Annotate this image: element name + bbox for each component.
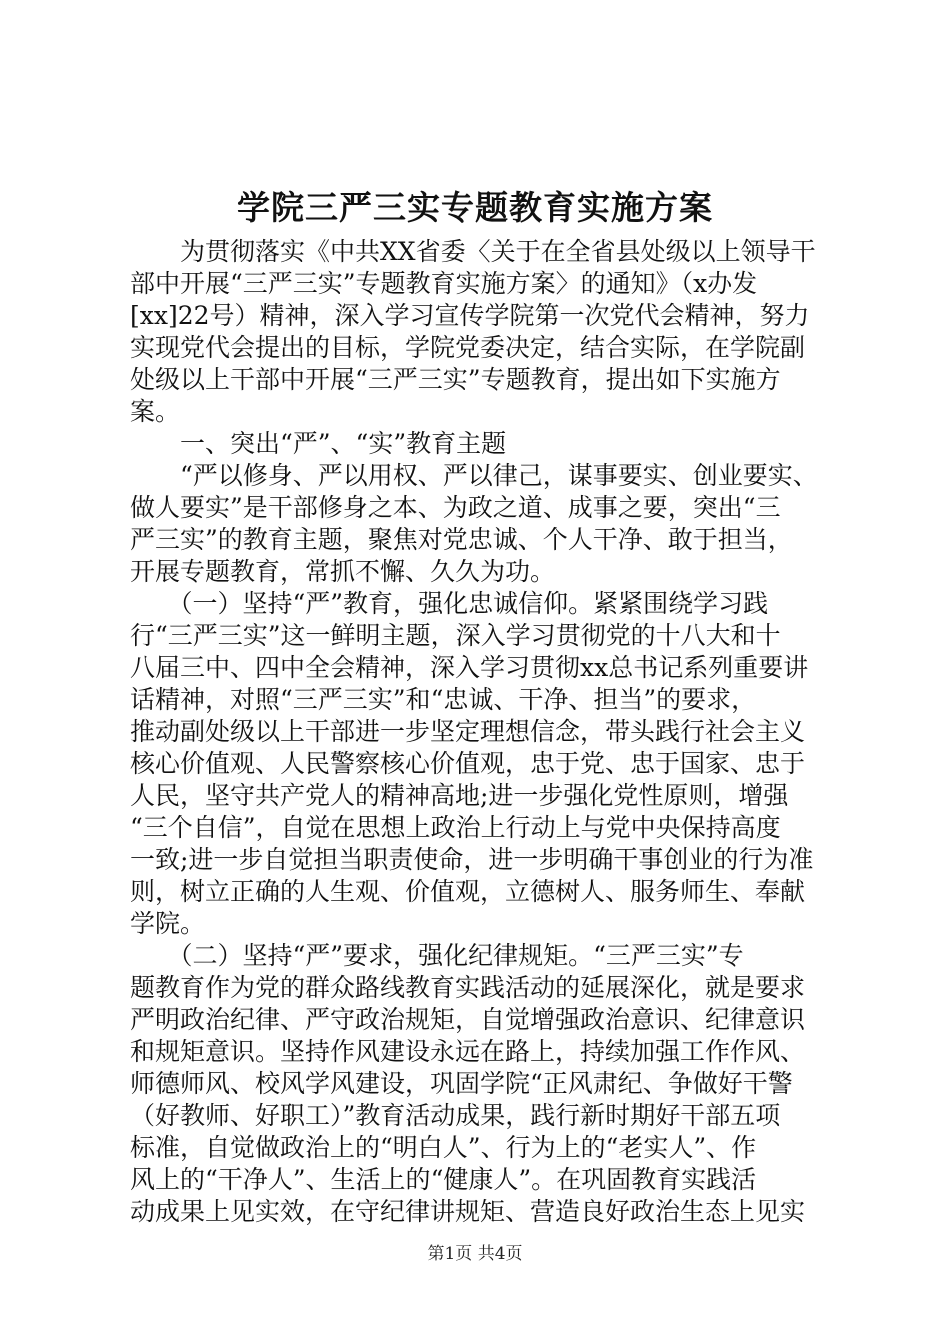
body-text-line: 一、突出“严”、“实”教育主题 [130, 429, 507, 458]
body-text-line: （好教师、好职工）”教育活动成果，践行新时期好干部五项 [130, 1101, 781, 1130]
document-body [130, 236, 830, 1228]
body-text-line: （一）坚持“严”教育，强化忠诚信仰。紧紧围绕学习践 [130, 589, 769, 618]
body-text-line: “严以修身、严以用权、严以律己，谋事要实、创业要实、 [130, 461, 818, 490]
body-text-line: 一致;进一步自觉担当职责使命，进一步明确干事创业的行为准 [130, 845, 814, 874]
body-text-line: 话精神，对照“三严三实”和“忠诚、干净、担当”的要求， [130, 685, 757, 714]
body-text-line: [xx]22号）精神，深入学习宣传学院第一次党代会精神，努力 [130, 301, 810, 330]
body-text-line: 学院。 [130, 909, 206, 938]
body-text-line: 推动副处级以上干部进一步坚定理想信念，带头践行社会主义 [130, 717, 806, 746]
body-text-line: 动成果上见实效，在守纪律讲规矩、营造良好政治生态上见实 [130, 1197, 806, 1226]
body-text-line: 实现党代会提出的目标，学院党委决定，结合实际，在学院副 [130, 333, 806, 362]
body-text-line: 开展专题教育，常抓不懈、久久为功。 [130, 557, 556, 586]
body-text-line: 风上的“干净人”、生活上的“健康人”。在巩固教育实践活 [130, 1165, 757, 1194]
body-text-line: 人民，坚守共产党人的精神高地;进一步强化党性原则，增强 [130, 781, 789, 810]
body-text-line: 严明政治纪律、严守政治规矩，自觉增强政治意识、纪律意识 [130, 1005, 806, 1034]
body-text-line: （二）坚持“严”要求，强化纪律规矩。“三严三实”专 [130, 941, 744, 970]
body-text-line: 为贯彻落实《中共XX省委〈关于在全省县处级以上领导干 [130, 237, 816, 266]
document-title: 学院三严三实专题教育实施方案 [237, 188, 713, 227]
body-text-line: 师德师风、校风学风建设，巩固学院“正风肃纪、争做好干警 [130, 1069, 793, 1098]
body-text-line: 严三实”的教育主题，聚焦对党忠诚、个人干净、敢于担当， [130, 525, 793, 554]
body-text-line: 则，树立正确的人生观、价值观，立德树人、服务师生、奉献 [130, 877, 806, 906]
body-text-line: 和规矩意识。坚持作风建设永远在路上，持续加强工作作风、 [130, 1037, 806, 1066]
body-text-line: 题教育作为党的群众路线教育实践活动的延展深化，就是要求 [130, 973, 806, 1002]
body-text-line: 做人要实”是干部修身之本、为政之道、成事之要，突出“三 [130, 493, 781, 522]
page-footer: 第1页 共4页 [427, 1244, 523, 1264]
body-text-line: 部中开展“三严三实”专题教育实施方案〉的通知》（x办发 [130, 269, 758, 298]
body-text-line: 处级以上干部中开展“三严三实”专题教育，提出如下实施方 [130, 365, 781, 394]
body-text-line: 核心价值观、人民警察核心价值观，忠于党、忠于国家、忠于 [130, 749, 806, 778]
body-text-line: 行“三严三实”这一鲜明主题，深入学习贯彻党的十八大和十 [130, 621, 781, 650]
body-text-line: 案。 [130, 397, 181, 426]
body-text-line: 标准，自觉做政治上的“明白人”、行为上的“老实人”、作 [130, 1133, 757, 1162]
body-text-line: “三个自信”，自觉在思想上政治上行动上与党中央保持高度 [130, 813, 781, 842]
body-text-line: 八届三中、四中全会精神，深入学习贯彻xx总书记系列重要讲 [130, 653, 809, 682]
